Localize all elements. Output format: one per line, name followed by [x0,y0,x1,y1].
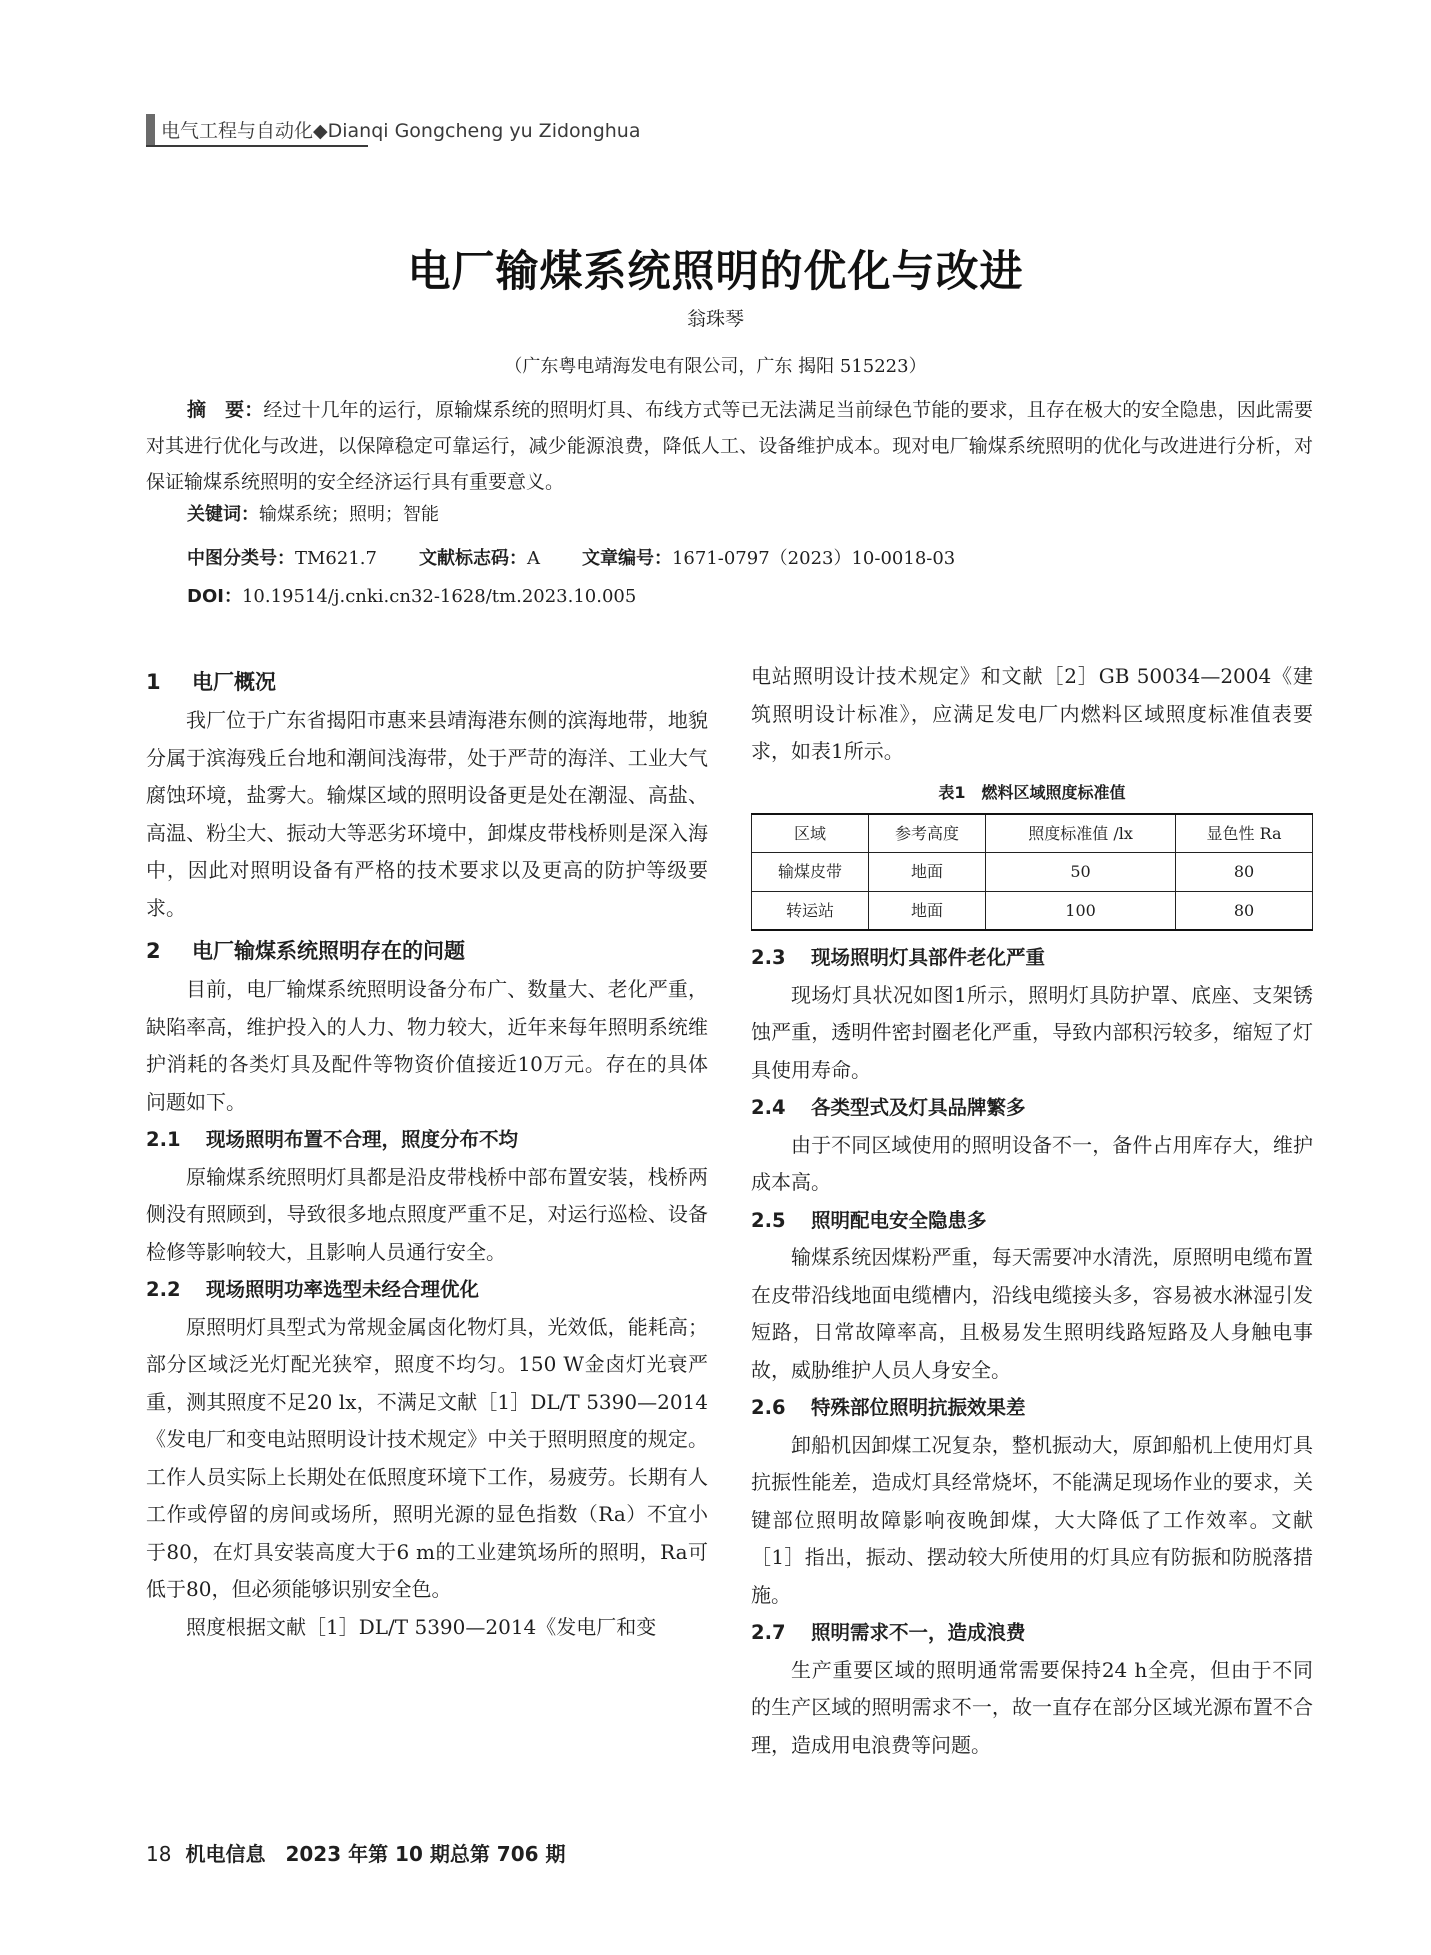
header-text: 电气工程与自动化◆Dianqi Gongcheng yu Zidonghua [161,119,641,142]
section-2-5-paragraph: 输煤系统因煤粉严重，每天需要冲水清洗，原照明电缆布置在皮带沿线地面电缆槽内，沿线电缆接头多，容易被水淋湿引发短路，日常故障率高，且极易发生照明线路短路及人身触电事故，威胁维护人员人身安全。 [751,1245,1313,1382]
section-heading-2-7: 2.7 照明需求不一，造成浪费 [751,1621,1026,1644]
table-cell: 输煤皮带 [752,853,869,892]
keywords-text: 输煤系统；照明；智能 [259,504,439,525]
table-caption: 表1 燃料区域照度标准值 [938,782,1126,802]
section-heading-2-6: 2.6 特殊部位照明抗振效果差 [751,1396,1026,1419]
classification-line [187,544,955,570]
doi-label: DOI： [187,586,242,607]
section-heading-2-4: 2.4 各类型式及灯具品牌繁多 [751,1096,1026,1119]
table-header-cell: 参考高度 [869,814,986,853]
section-2-7-paragraph: 生产重要区域的照明通常需要保持24 h全亮，但由于不同的生产区域的照明需求不一，故一直存在部分区域光源布置不合理，造成用电浪费等问题。 [751,1657,1313,1757]
page-footer [146,1838,566,1867]
abstract-block [146,392,1313,500]
page-number: 18 [146,1842,172,1866]
table-row [752,853,1313,892]
paper-title: 电厂输煤系统照明的优化与改进 [407,247,1024,297]
table-header-cell: 照度标准值 /lx [986,814,1176,853]
section-heading-2-3: 2.3 现场照明灯具部件老化严重 [751,946,1046,969]
clc-label: 中图分类号： [187,548,295,569]
illuminance-table [751,813,1313,932]
doi-line [187,582,636,608]
section-heading-2-2: 2.2 现场照明功率选型未经合理优化 [146,1278,480,1301]
table-cell: 80 [1176,891,1313,930]
table-header-cell: 显色性 Ra [1176,814,1313,853]
clc-value: TM621.7 [295,548,377,569]
running-header [146,113,641,145]
table-cell: 50 [986,853,1176,892]
right-column [751,658,1313,1764]
keywords-label: 关键词： [187,504,259,525]
section-2-4-paragraph: 由于不同区域使用的照明设备不一，备件占用库存大，维护成本高。 [751,1132,1313,1194]
table-cell: 100 [986,891,1176,930]
section-2-1-paragraph: 原输煤系统照明灯具都是沿皮带栈桥中部布置安装，栈桥两侧没有照顾到，导致很多地点照度严重不足，对运行巡检、设备检修等影响较大，且影响人员通行安全。 [146,1164,708,1264]
section-heading-2-5: 2.5 照明配电安全隐患多 [751,1208,987,1232]
section-heading-2: 2 电厂输煤系统照明存在的问题 [146,939,465,963]
author: 翁珠琴 [686,308,744,330]
keywords [187,500,439,526]
section-2-2-paragraph: 原照明灯具型式为常规金属卤化物灯具，光效低，能耗高；部分区域泛光灯配光狭窄，照度不均匀。150 W金卤灯光衰严重，测其照度不足20 lx，不满足文献［1］DL/T 5390—2014《发电厂和变电站照明设计技术规定》中关于照明照度的规定。工作人员实际上长期处在低照度环境下工作，易疲劳。长期有人工作或停留的房间或场所，照明光源的显色指数（Ra）不宜小于80，在灯具安装高度大于6 m的工业建筑场所的照明，Ra可低于80，但必须能够识别安全色。 [146,1314,708,1601]
section-2-6-paragraph: 卸船机因卸煤工况复杂，整机振动大，原卸船机上使用灯具抗振性能差，造成灯具经常烧坏，不能满足现场作业的要求，关键部位照明故障影响夜晚卸煤，大大降低了工作效率。文献［1］指出，振动、摆动较大所使用的灯具应有防振和防脱落措施。 [751,1432,1313,1607]
article-number-label: 文章编号： [581,548,672,569]
section-2-paragraph: 目前，电厂输煤系统照明设备分布广、数量大、老化严重，缺陷率高，维护投入的人力、物力较大，近年来每年照明系统维护消耗的各类灯具及配件等物资价值接近10万元。存在的具体问题如下。 [146,977,708,1114]
abstract-label: 摘 要： [187,399,264,421]
table-cell: 80 [1176,853,1313,892]
journal-issue: 机电信息 2023 年第 10 期总第 706 期 [185,1842,566,1866]
table-cell: 转运站 [752,891,869,930]
left-column [146,658,708,1646]
doc-code-label: 文献标志码： [418,548,527,569]
section-1-paragraph: 我厂位于广东省揭阳市惠来县靖海港东侧的滨海地带，地貌分属于滨海残丘台地和潮间浅海带，处于严苛的海洋、工业大气腐蚀环境，盐雾大。输煤区域的照明设备更是处在潮湿、高盐、高温、粉尘大、振动大等恶劣环境中，卸煤皮带栈桥则是深入海中，因此对照明设备有严格的技术要求以及更高的防护等级要求。 [146,708,708,920]
table-cell: 地面 [869,891,986,930]
affiliation: （广东粤电靖海发电有限公司，广东 揭阳 515223） [504,356,927,377]
doi-value: 10.19514/j.cnki.cn32-1628/tm.2023.10.005 [241,586,637,607]
section-heading-1: 1 电厂概况 [146,670,276,694]
header-underline [146,145,368,147]
section-2-3-paragraph: 现场灯具状况如图1所示，照明灯具防护罩、底座、支架锈蚀严重，透明件密封圈老化严重，导致内部积污较多，缩短了灯具使用寿命。 [751,982,1313,1082]
table-cell: 地面 [869,853,986,892]
table-row [752,891,1313,930]
doc-code-value: A [526,548,540,569]
section-heading-2-1: 2.1 现场照明布置不合理，照度分布不均 [146,1128,519,1151]
section-2-2-paragraph-2-continued: 电站照明设计技术规定》和文献［2］GB 50034—2004《建筑照明设计标准》，应满足发电厂内燃料区域照度标准值表要求，如表1所示。 [751,664,1313,763]
table-header-cell: 区域 [752,814,869,853]
header-bar-mark [146,114,155,145]
abstract [146,392,1313,500]
abstract-text: 经过十几年的运行，原输煤系统的照明灯具、布线方式等已无法满足当前绿色节能的要求，且存在极大的安全隐患，因此需要对其进行优化与改进，以保障稳定可靠运行，减少能源浪费，降低人工、设备维护成本。现对电厂输煤系统照明的优化与改进进行分析，对保证输煤系统照明的安全经济运行具有重要意义。 [146,399,1313,493]
article-number-value: 1671-0797（2023）10-0018-03 [671,548,956,569]
table-header-row [752,814,1313,853]
section-2-2-paragraph-2: 照度根据文献［1］DL/T 5390—2014《发电厂和变 [186,1614,657,1639]
